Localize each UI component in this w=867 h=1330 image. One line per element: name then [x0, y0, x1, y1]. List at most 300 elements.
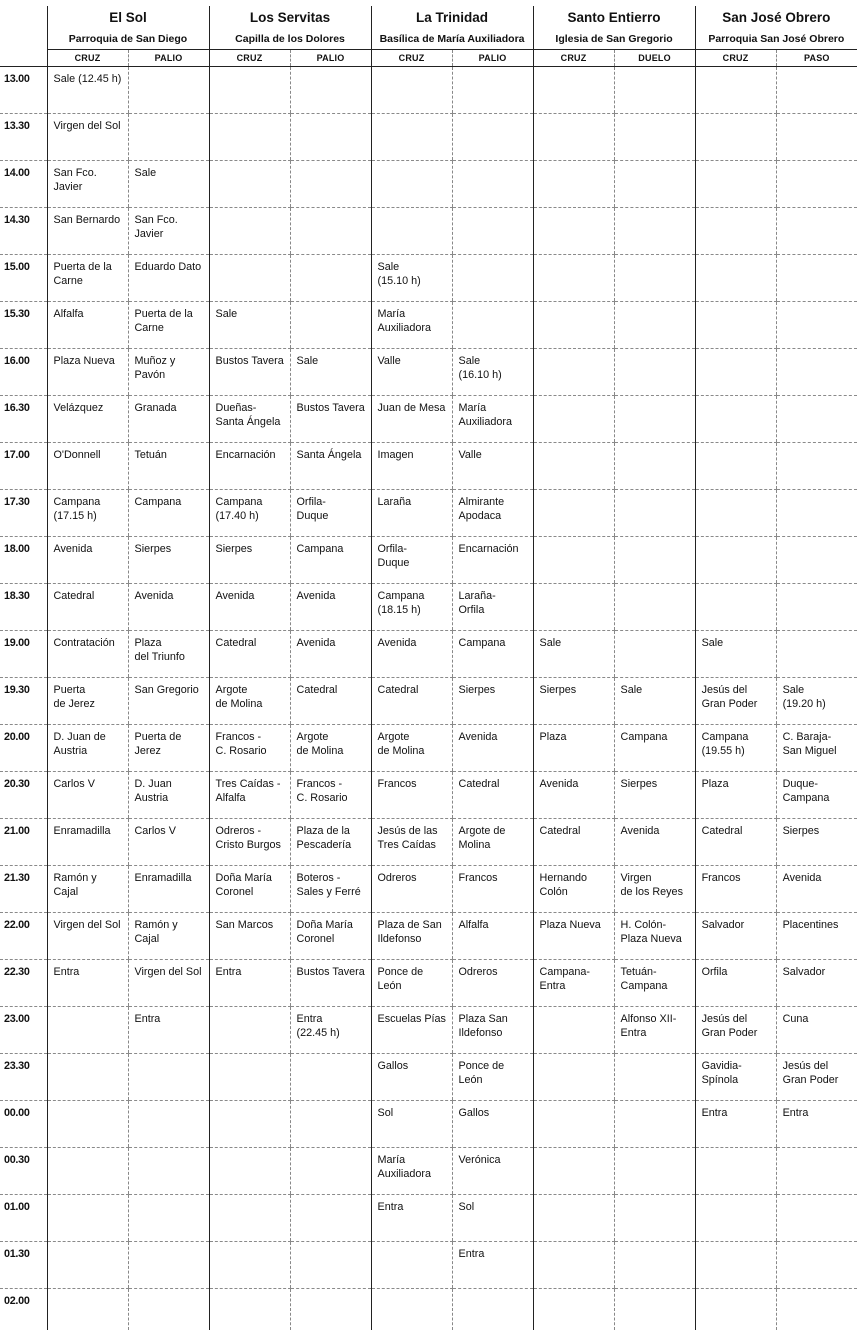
time-slot: 19.30 [0, 678, 47, 725]
schedule-cell [695, 255, 776, 302]
schedule-cell: Avenida [209, 584, 290, 631]
table-row [0, 866, 857, 913]
schedule-cell: Plaza San Ildefonso [452, 1007, 533, 1054]
schedule-cell: Sol [452, 1195, 533, 1242]
table-row [0, 443, 857, 490]
schedule-cell: Avenida [128, 584, 209, 631]
column-label: CRUZ [47, 50, 128, 67]
schedule-cell: Entra [47, 960, 128, 1007]
schedule-cell: San Bernardo [47, 208, 128, 255]
schedule-cell: Sale [533, 631, 614, 678]
schedule-cell [290, 255, 371, 302]
schedule-cell: Avenida [452, 725, 533, 772]
schedule-cell [371, 114, 452, 161]
schedule-cell: Bustos Tavera [290, 396, 371, 443]
schedule-cell: O'Donnell [47, 443, 128, 490]
schedule-cell [614, 349, 695, 396]
table-row [0, 678, 857, 725]
schedule-cell: Campana (19.55 h) [695, 725, 776, 772]
schedule-cell: Ramón y Cajal [128, 913, 209, 960]
schedule-cell [614, 1289, 695, 1330]
schedule-cell: Orfila- Duque [371, 537, 452, 584]
table-row [0, 114, 857, 161]
schedule-cell: María Auxiliadora [371, 302, 452, 349]
schedule-cell [128, 67, 209, 114]
schedule-cell [371, 67, 452, 114]
table-row [0, 725, 857, 772]
table-row [0, 772, 857, 819]
schedule-cell [371, 1242, 452, 1289]
time-slot: 20.30 [0, 772, 47, 819]
schedule-cell: Avenida [290, 631, 371, 678]
schedule-cell: Sale [695, 631, 776, 678]
schedule-cell: Alfalfa [47, 302, 128, 349]
schedule-cell: Sale [209, 302, 290, 349]
schedule-cell: Almirante Apodaca [452, 490, 533, 537]
schedule-cell [371, 208, 452, 255]
schedule-cell: Plaza Nueva [47, 349, 128, 396]
schedule-cell: Catedral [533, 819, 614, 866]
table-row [0, 960, 857, 1007]
schedule-cell: Imagen [371, 443, 452, 490]
schedule-cell: Alfonso XII- Entra [614, 1007, 695, 1054]
schedule-cell [695, 584, 776, 631]
schedule-cell: Sale (19.20 h) [776, 678, 857, 725]
procession-schedule-table [0, 6, 857, 1330]
schedule-cell: Entra (22.45 h) [290, 1007, 371, 1054]
schedule-cell: Avenida [290, 584, 371, 631]
schedule-cell [209, 1054, 290, 1101]
schedule-cell [776, 1242, 857, 1289]
schedule-cell [695, 208, 776, 255]
schedule-cell: Entra [209, 960, 290, 1007]
table-row [0, 631, 857, 678]
schedule-cell [128, 114, 209, 161]
schedule-cell: Plaza Nueva [533, 913, 614, 960]
schedule-cell: Avenida [371, 631, 452, 678]
schedule-cell [290, 1054, 371, 1101]
schedule-cell [452, 114, 533, 161]
schedule-cell: Orfila- Duque [290, 490, 371, 537]
schedule-cell: Valle [452, 443, 533, 490]
schedule-cell [209, 1195, 290, 1242]
schedule-cell [533, 1007, 614, 1054]
column-label: CRUZ [695, 50, 776, 67]
schedule-cell [47, 1101, 128, 1148]
schedule-cell: Encarnación [452, 537, 533, 584]
brotherhood-name: La Trinidad [371, 6, 533, 28]
schedule-cell: Tetuán- Campana [614, 960, 695, 1007]
table-row [0, 1007, 857, 1054]
schedule-cell: Francos [695, 866, 776, 913]
schedule-cell [452, 161, 533, 208]
schedule-cell: Sierpes [614, 772, 695, 819]
time-slot: 15.30 [0, 302, 47, 349]
schedule-cell: Duque- Campana [776, 772, 857, 819]
table-row [0, 1148, 857, 1195]
schedule-cell [533, 1289, 614, 1330]
column-label: DUELO [614, 50, 695, 67]
schedule-cell: Avenida [614, 819, 695, 866]
schedule-cell: Sierpes [128, 537, 209, 584]
schedule-cell [452, 67, 533, 114]
schedule-cell: Campana (17.15 h) [47, 490, 128, 537]
schedule-cell: Campana [452, 631, 533, 678]
schedule-cell: Plaza [533, 725, 614, 772]
schedule-cell: Entra [695, 1101, 776, 1148]
brotherhood-name: El Sol [47, 6, 209, 28]
schedule-cell: Puerta de Jerez [128, 725, 209, 772]
schedule-cell [695, 443, 776, 490]
schedule-cell [290, 1148, 371, 1195]
schedule-cell: Sierpes [452, 678, 533, 725]
schedule-cell [290, 208, 371, 255]
schedule-cell [776, 1195, 857, 1242]
schedule-cell: San Gregorio [128, 678, 209, 725]
column-label: CRUZ [371, 50, 452, 67]
table-row [0, 67, 857, 114]
table-row [0, 161, 857, 208]
schedule-cell [614, 208, 695, 255]
time-slot: 15.00 [0, 255, 47, 302]
schedule-cell: Enramadilla [128, 866, 209, 913]
schedule-cell [776, 161, 857, 208]
schedule-cell [776, 302, 857, 349]
schedule-cell: Campana (17.40 h) [209, 490, 290, 537]
schedule-cell [695, 490, 776, 537]
schedule-cell: Virgen del Sol [128, 960, 209, 1007]
time-slot: 20.00 [0, 725, 47, 772]
schedule-cell: Catedral [47, 584, 128, 631]
column-label: CRUZ [209, 50, 290, 67]
schedule-cell [452, 208, 533, 255]
schedule-cell [533, 1148, 614, 1195]
schedule-cell: Salvador [776, 960, 857, 1007]
schedule-cell: Bustos Tavera [209, 349, 290, 396]
schedule-cell [47, 1195, 128, 1242]
schedule-cell: Tetuán [128, 443, 209, 490]
schedule-cell [776, 443, 857, 490]
schedule-cell: Avenida [533, 772, 614, 819]
schedule-cell [533, 208, 614, 255]
schedule-cell [695, 349, 776, 396]
schedule-cell: Jesús de las Tres Caídas [371, 819, 452, 866]
schedule-cell: Santa Ángela [290, 443, 371, 490]
table-row [0, 1054, 857, 1101]
schedule-cell [290, 1242, 371, 1289]
schedule-cell [695, 1148, 776, 1195]
schedule-cell [290, 1289, 371, 1330]
time-slot: 22.30 [0, 960, 47, 1007]
schedule-cell [695, 1195, 776, 1242]
schedule-cell: C. Baraja- San Miguel [776, 725, 857, 772]
schedule-cell: Argote de Molina [452, 819, 533, 866]
schedule-cell [776, 490, 857, 537]
time-slot: 21.00 [0, 819, 47, 866]
schedule-cell [533, 161, 614, 208]
schedule-cell [614, 537, 695, 584]
schedule-cell: Juan de Mesa [371, 396, 452, 443]
schedule-cell: Argote de Molina [371, 725, 452, 772]
schedule-cell: San Fco. Javier [47, 161, 128, 208]
schedule-cell: Sol [371, 1101, 452, 1148]
schedule-cell: Hernando Colón [533, 866, 614, 913]
schedule-cell: Odreros [452, 960, 533, 1007]
schedule-cell: Plaza del Triunfo [128, 631, 209, 678]
schedule-cell [209, 1007, 290, 1054]
schedule-cell: Jesús del Gran Poder [776, 1054, 857, 1101]
schedule-cell [614, 631, 695, 678]
schedule-cell [776, 208, 857, 255]
time-slot: 22.00 [0, 913, 47, 960]
schedule-cell [695, 1289, 776, 1330]
schedule-cell: D. Juan Austria [128, 772, 209, 819]
schedule-cell [614, 396, 695, 443]
schedule-cell [209, 67, 290, 114]
schedule-cell: Puerta de Jerez [47, 678, 128, 725]
schedule-cell [533, 443, 614, 490]
schedule-cell: Ponce de León [371, 960, 452, 1007]
schedule-cell [209, 255, 290, 302]
schedule-cell: Dueñas- Santa Ángela [209, 396, 290, 443]
schedule-cell: Entra [776, 1101, 857, 1148]
schedule-cell: Placentines [776, 913, 857, 960]
time-header-spacer [0, 50, 47, 67]
schedule-cell [290, 67, 371, 114]
schedule-cell: Francos - C. Rosario [209, 725, 290, 772]
schedule-cell: San Fco. Javier [128, 208, 209, 255]
time-slot: 13.00 [0, 67, 47, 114]
schedule-cell: Campana [128, 490, 209, 537]
schedule-cell: Virgen del Sol [47, 114, 128, 161]
schedule-cell [209, 1242, 290, 1289]
schedule-cell: Catedral [695, 819, 776, 866]
schedule-cell: Avenida [47, 537, 128, 584]
schedule-cell [695, 302, 776, 349]
schedule-cell: Catedral [371, 678, 452, 725]
schedule-cell [614, 443, 695, 490]
schedule-cell [290, 1101, 371, 1148]
schedule-cell [533, 302, 614, 349]
schedule-cell [776, 631, 857, 678]
schedule-cell [695, 114, 776, 161]
time-slot: 23.30 [0, 1054, 47, 1101]
church-name: Basílica de María Auxiliadora [371, 28, 533, 50]
schedule-cell [695, 537, 776, 584]
table-row [0, 302, 857, 349]
schedule-cell: Laraña- Orfila [452, 584, 533, 631]
table-row [0, 1195, 857, 1242]
table-row [0, 396, 857, 443]
schedule-cell [614, 1148, 695, 1195]
schedule-cell: Jesús del Gran Poder [695, 1007, 776, 1054]
schedule-cell: Catedral [452, 772, 533, 819]
schedule-cell [533, 490, 614, 537]
schedule-cell [776, 255, 857, 302]
schedule-cell [47, 1242, 128, 1289]
schedule-cell: Eduardo Dato [128, 255, 209, 302]
schedule-cell: María Auxiliadora [371, 1148, 452, 1195]
schedule-cell [209, 114, 290, 161]
schedule-cell [128, 1101, 209, 1148]
schedule-cell: Odreros [371, 866, 452, 913]
schedule-cell: Puerta de la Carne [128, 302, 209, 349]
brotherhood-name: Santo Entierro [533, 6, 695, 28]
schedule-cell [533, 1054, 614, 1101]
schedule-cell [47, 1007, 128, 1054]
column-label: PALIO [290, 50, 371, 67]
schedule-cell [614, 1101, 695, 1148]
schedule-cell [371, 161, 452, 208]
time-slot: 19.00 [0, 631, 47, 678]
table-row [0, 1242, 857, 1289]
schedule-cell [614, 161, 695, 208]
schedule-cell [371, 1289, 452, 1330]
schedule-cell [695, 67, 776, 114]
time-slot: 21.30 [0, 866, 47, 913]
schedule-cell: Sale [290, 349, 371, 396]
schedule-cell [290, 302, 371, 349]
table-row [0, 208, 857, 255]
church-name: Parroquia San José Obrero [695, 28, 857, 50]
schedule-cell: Sale [614, 678, 695, 725]
schedule-cell [209, 1289, 290, 1330]
schedule-cell [614, 1195, 695, 1242]
schedule-cell [614, 67, 695, 114]
time-slot: 02.00 [0, 1289, 47, 1330]
schedule-cell [128, 1289, 209, 1330]
schedule-cell: Escuelas Pías [371, 1007, 452, 1054]
schedule-cell: Campana [290, 537, 371, 584]
schedule-cell: Sale [128, 161, 209, 208]
time-slot: 00.00 [0, 1101, 47, 1148]
schedule-cell: Campana [614, 725, 695, 772]
schedule-cell: Francos [371, 772, 452, 819]
time-slot: 23.00 [0, 1007, 47, 1054]
table-row [0, 1289, 857, 1330]
schedule-cell: Puerta de la Carne [47, 255, 128, 302]
schedule-cell: Sierpes [533, 678, 614, 725]
schedule-cell [533, 114, 614, 161]
church-name: Capilla de los Dolores [209, 28, 371, 50]
schedule-cell: Francos [452, 866, 533, 913]
schedule-cell: Velázquez [47, 396, 128, 443]
schedule-cell: Sierpes [209, 537, 290, 584]
schedule-cell [776, 349, 857, 396]
schedule-cell: Virgen del Sol [47, 913, 128, 960]
schedule-cell: Encarnación [209, 443, 290, 490]
schedule-cell [533, 1101, 614, 1148]
schedule-cell: Plaza de San Ildefonso [371, 913, 452, 960]
time-header-spacer [0, 6, 47, 28]
schedule-cell: Gallos [452, 1101, 533, 1148]
schedule-cell [47, 1289, 128, 1330]
time-slot: 16.30 [0, 396, 47, 443]
schedule-cell [695, 396, 776, 443]
table-row [0, 349, 857, 396]
schedule-cell: Salvador [695, 913, 776, 960]
column-label: PALIO [128, 50, 209, 67]
schedule-cell: Campana (18.15 h) [371, 584, 452, 631]
schedule-cell: Virgen de los Reyes [614, 866, 695, 913]
schedule-cell [533, 1195, 614, 1242]
schedule-cell [209, 161, 290, 208]
schedule-cell [290, 1195, 371, 1242]
schedule-cell [614, 114, 695, 161]
schedule-cell [614, 255, 695, 302]
schedule-cell: Odreros - Cristo Burgos [209, 819, 290, 866]
schedule-cell: Argote de Molina [290, 725, 371, 772]
schedule-cell: Jesús del Gran Poder [695, 678, 776, 725]
schedule-cell [209, 1101, 290, 1148]
schedule-cell [533, 67, 614, 114]
schedule-cell: Entra [128, 1007, 209, 1054]
schedule-cell: Enramadilla [47, 819, 128, 866]
column-label: PASO [776, 50, 857, 67]
table-row [0, 1101, 857, 1148]
schedule-cell: Tres Caídas - Alfalfa [209, 772, 290, 819]
schedule-cell [533, 349, 614, 396]
time-header-spacer [0, 28, 47, 50]
schedule-cell: Entra [371, 1195, 452, 1242]
time-slot: 18.00 [0, 537, 47, 584]
schedule-cell [290, 114, 371, 161]
schedule-cell [533, 396, 614, 443]
schedule-cell [776, 584, 857, 631]
time-slot: 14.00 [0, 161, 47, 208]
schedule-cell: Campana- Entra [533, 960, 614, 1007]
schedule-cell: Argote de Molina [209, 678, 290, 725]
schedule-cell [776, 537, 857, 584]
schedule-cell: Gavidia- Spínola [695, 1054, 776, 1101]
brotherhood-name: Los Servitas [209, 6, 371, 28]
schedule-cell [128, 1242, 209, 1289]
schedule-cell: Entra [452, 1242, 533, 1289]
schedule-cell [128, 1148, 209, 1195]
time-slot: 18.30 [0, 584, 47, 631]
schedule-cell: Cuna [776, 1007, 857, 1054]
schedule-body [0, 67, 857, 1330]
schedule-cell [614, 1054, 695, 1101]
table-row [0, 255, 857, 302]
schedule-cell [290, 161, 371, 208]
schedule-cell [614, 1242, 695, 1289]
schedule-cell: Ponce de León [452, 1054, 533, 1101]
column-label: PALIO [452, 50, 533, 67]
schedule-cell [695, 1242, 776, 1289]
schedule-cell [614, 584, 695, 631]
schedule-cell: Contratación [47, 631, 128, 678]
schedule-cell: Sale (16.10 h) [452, 349, 533, 396]
schedule-cell [47, 1054, 128, 1101]
schedule-cell: H. Colón- Plaza Nueva [614, 913, 695, 960]
schedule-cell: Plaza de la Pescadería [290, 819, 371, 866]
schedule-cell: Granada [128, 396, 209, 443]
schedule-cell: Bustos Tavera [290, 960, 371, 1007]
schedule-cell: Sale (15.10 h) [371, 255, 452, 302]
table-row [0, 913, 857, 960]
schedule-cell: Ramón y Cajal [47, 866, 128, 913]
schedule-cell [776, 1148, 857, 1195]
schedule-cell [614, 490, 695, 537]
church-name: Parroquia de San Diego [47, 28, 209, 50]
time-slot: 13.30 [0, 114, 47, 161]
schedule-cell: Francos - C. Rosario [290, 772, 371, 819]
schedule-cell [533, 255, 614, 302]
time-slot: 16.00 [0, 349, 47, 396]
time-slot: 17.30 [0, 490, 47, 537]
schedule-cell [776, 396, 857, 443]
